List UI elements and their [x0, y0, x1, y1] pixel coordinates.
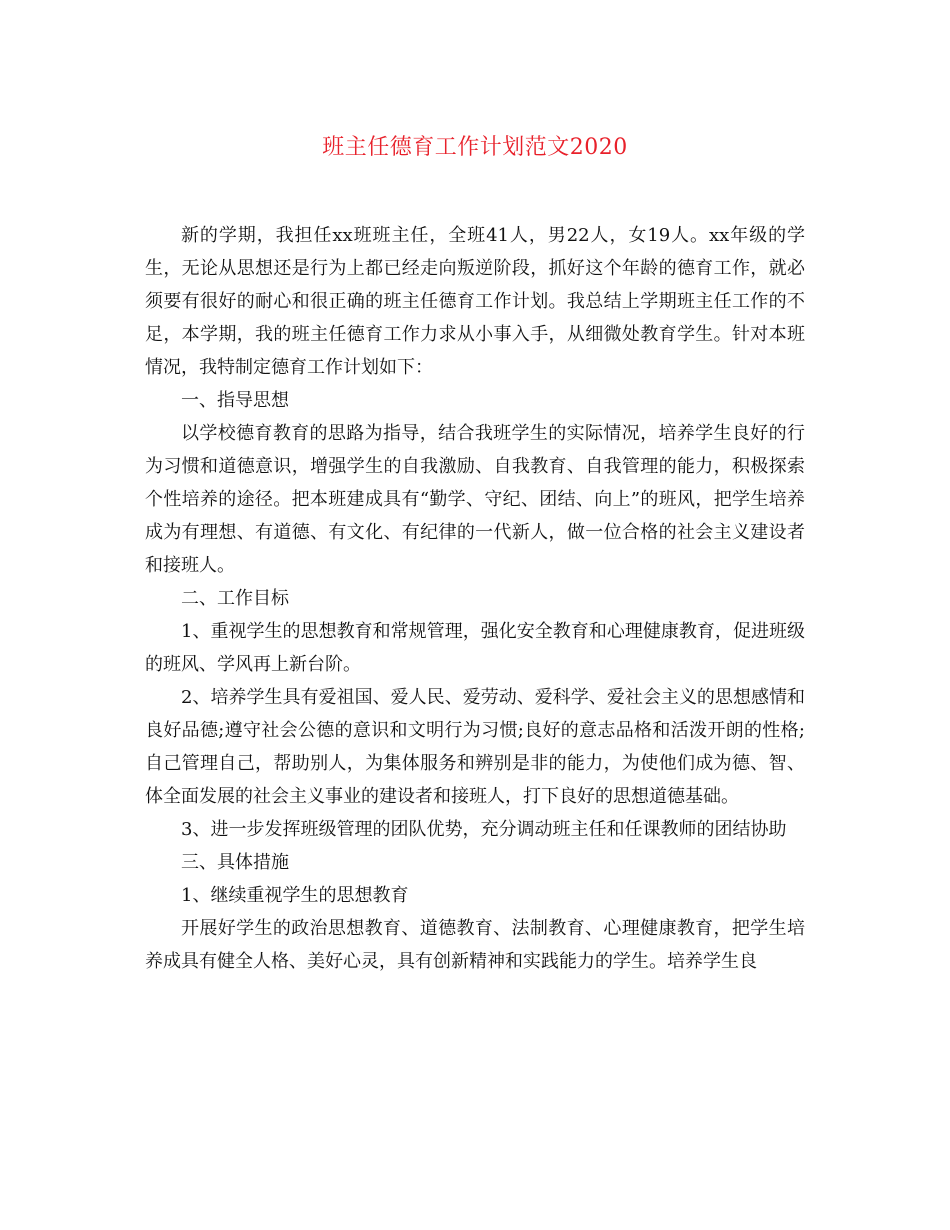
paragraph-goal-3: 3、进一步发挥班级管理的团队优势，充分调动班主任和任课教师的团结协助: [181, 819, 787, 840]
subheading-measure-1: 1、继续重视学生的思想教育: [181, 885, 409, 906]
paragraph-measure-1: 开展好学生的政治思想教育、道德教育、法制教育、心理健康教育，把学生培养成具有健全人格、美好心灵，具有创新精神和实践能力的学生。培养学生良: [145, 918, 805, 972]
section-heading-guiding-ideology: 一、指导思想: [181, 390, 289, 411]
document-body: [145, 219, 805, 978]
document-title: 班主任德育工作计划范文2020: [322, 135, 628, 160]
paragraph-intro: 新的学期，我担任xx班班主任，全班41人，男22人，女19人。xx年级的学生，无论从思想还是行为上都已经走向叛逆阶段，抓好这个年龄的德育工作，就必须要有很好的耐心和很正确的班主任德育工作计划。我总结上学期班主任工作的不足，本学期，我的班主任德育工作力求从小事入手，从细微处教育学生。针对本班情况，我特制定德育工作计划如下：: [145, 225, 805, 378]
section-heading-work-goals: 二、工作目标: [181, 588, 289, 609]
paragraph-goal-1: 1、重视学生的思想教育和常规管理，强化安全教育和心理健康教育，促进班级的班风、学风再上新台阶。: [145, 621, 805, 675]
section-heading-measures: 三、具体措施: [181, 852, 289, 873]
paragraph-guiding-ideology: 以学校德育教育的思路为指导，结合我班学生的实际情况，培养学生良好的行为习惯和道德意识，增强学生的自我激励、自我教育、自我管理的能力，积极探索个性培养的途径。把本班建成具有“勤学、守纪、团结、向上”的班风，把学生培养成为有理想、有道德、有文化、有纪律的一代新人，做一位合格的社会主义建设者和接班人。: [145, 423, 805, 576]
paragraph-goal-2: 2、培养学生具有爱祖国、爱人民、爱劳动、爱科学、爱社会主义的思想感情和良好品德;遵守社会公德的意识和文明行为习惯;良好的意志品格和活泼开朗的性格;自己管理自己，帮助别人，为集体服务和辨别是非的能力，为使他们成为德、智、体全面发展的社会主义事业的建设者和接班人，打下良好的思想道德基础。: [145, 687, 805, 807]
